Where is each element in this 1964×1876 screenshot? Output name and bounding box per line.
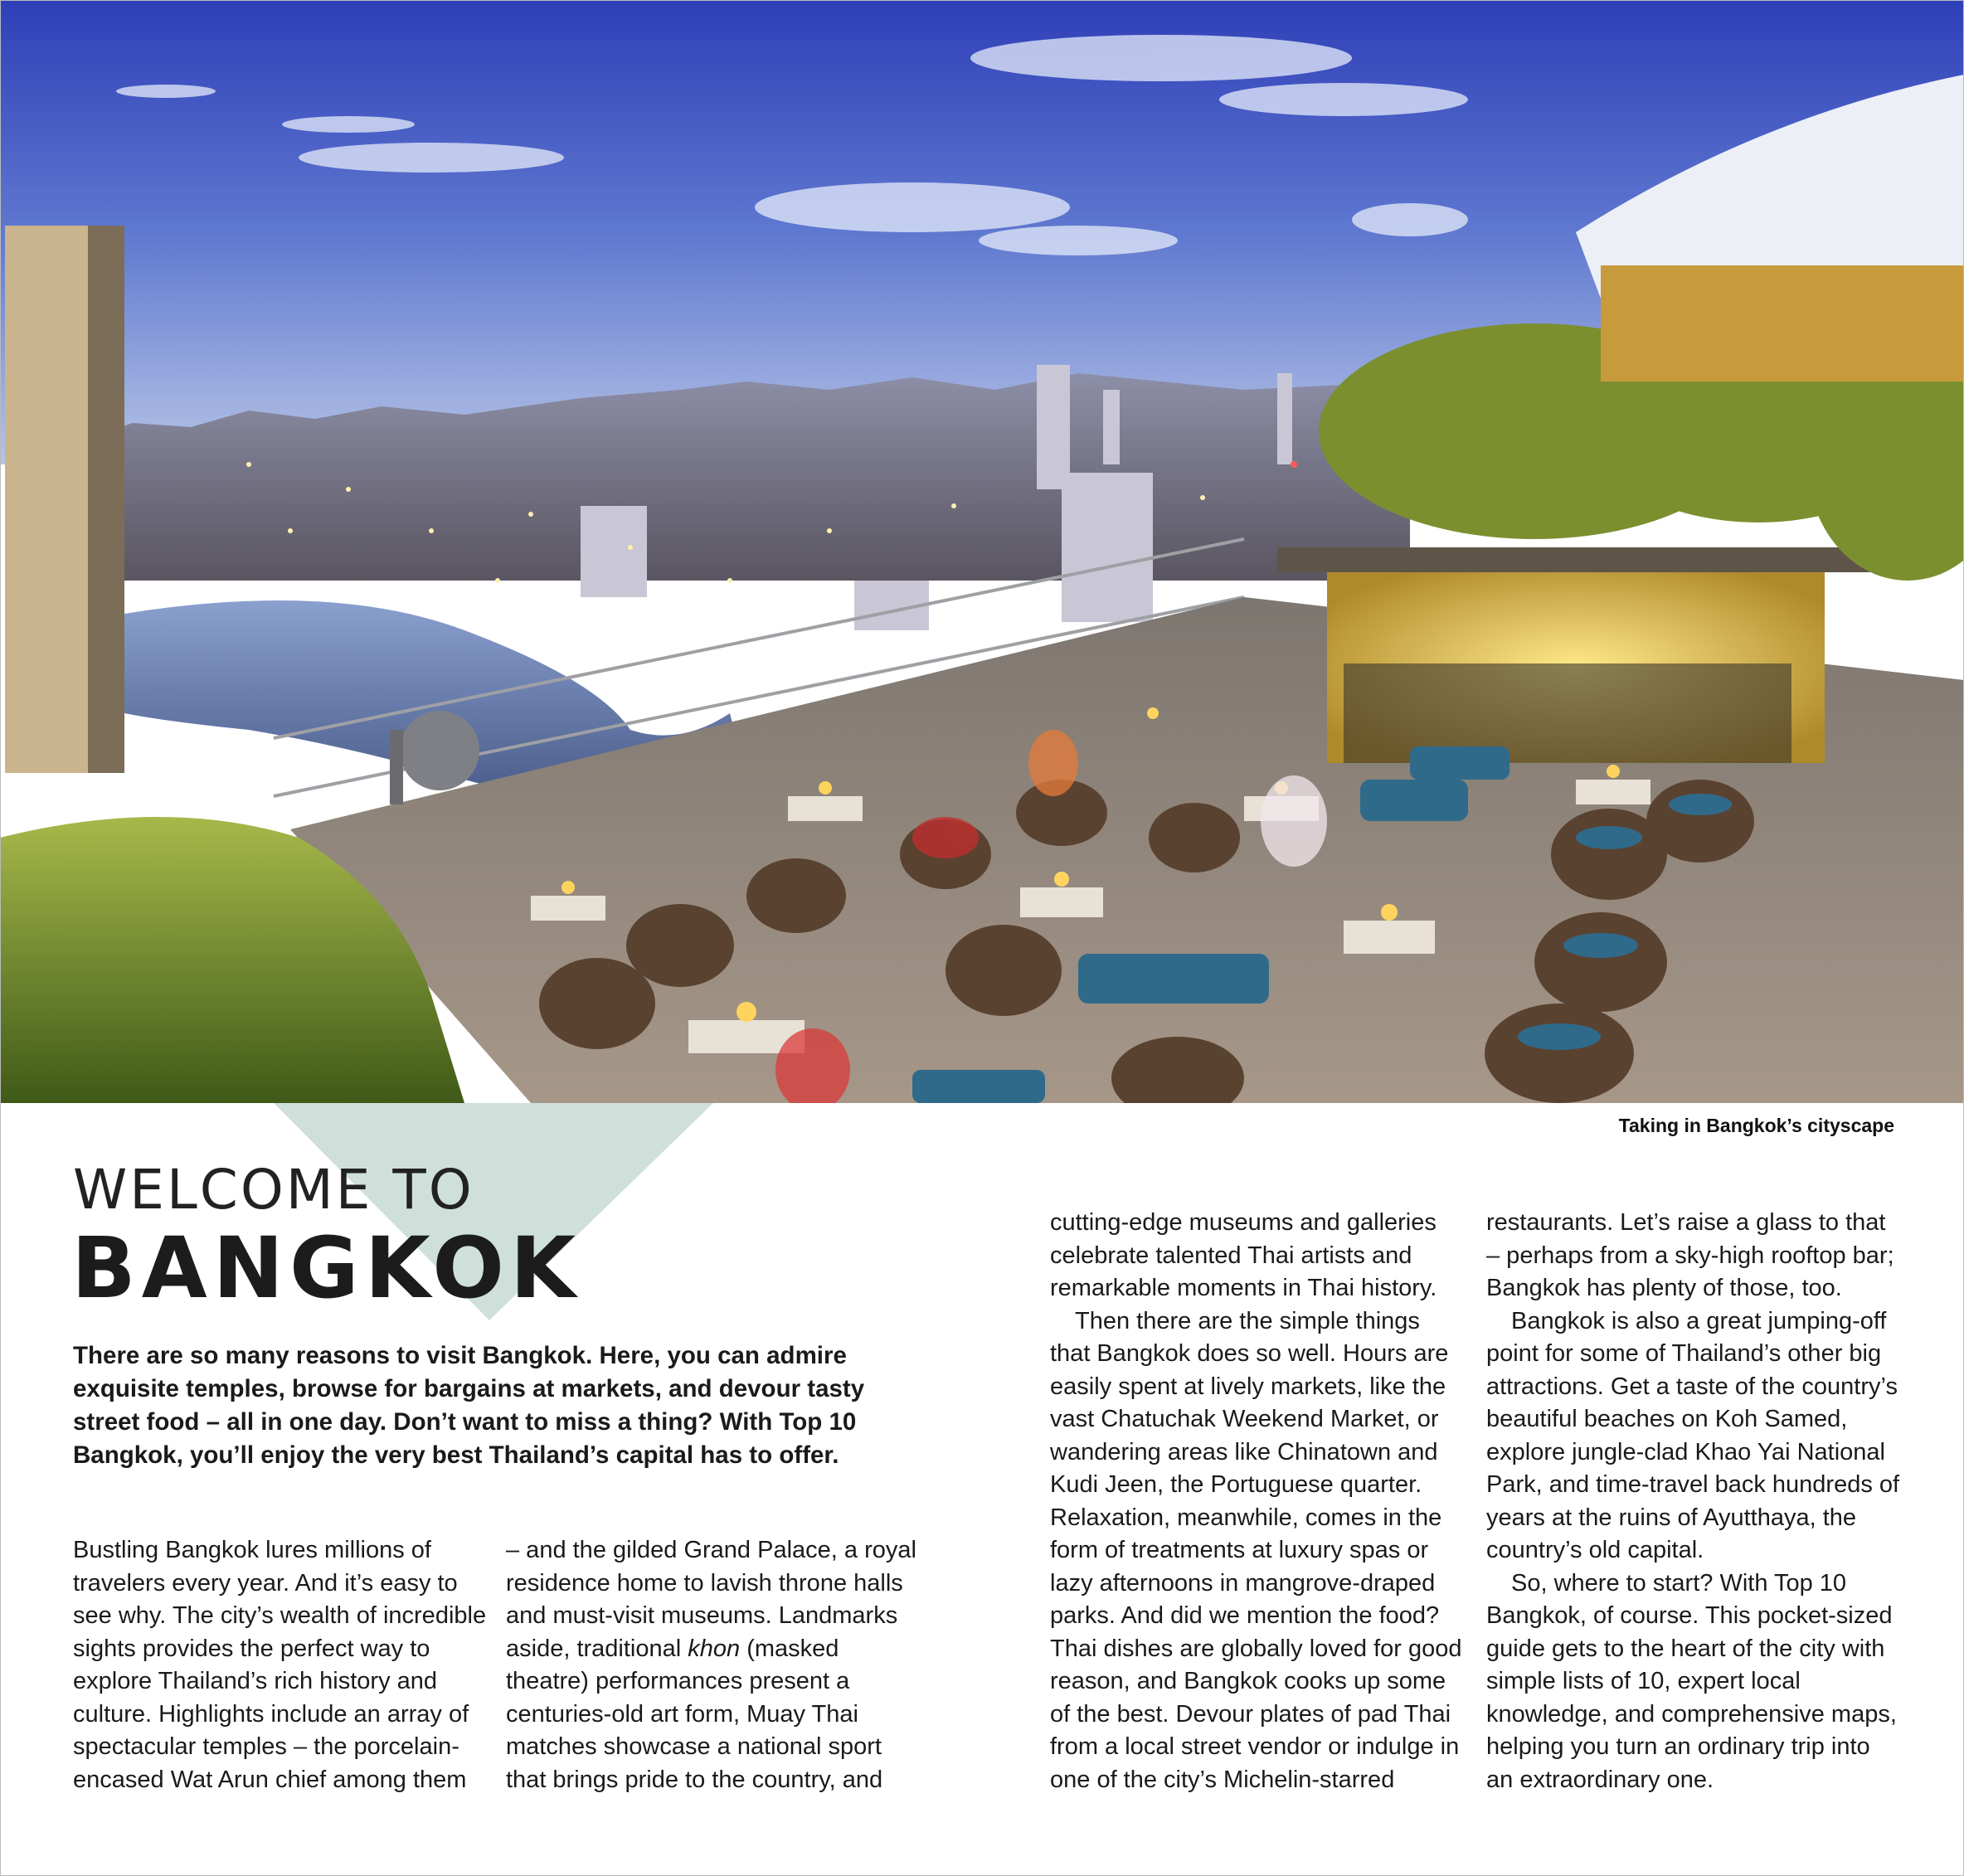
khon-term: khon	[688, 1635, 741, 1662]
body-column-4	[1486, 1207, 1901, 1796]
body-paragraph: So, where to start? With Top 10 Bangkok, of course. This pocket-sized guide gets to the heart of the city with simple lists of 10, expert local knowledge, and comprehensive maps, helping you turn an ordinary trip into an extraordinary one.	[1486, 1569, 1897, 1793]
body-paragraph	[506, 1534, 921, 1796]
body-text: (masked theatre) performances present a centuries-old art form, Muay Thai matches showcase a national sport that brings pride to the country, and	[506, 1635, 883, 1793]
body-text: – and the gilded Grand Palace, a royal residence home to lavish throne halls and must-visit museums. Landmarks aside, traditional	[506, 1537, 916, 1662]
heading-welcome: WELCOME TO	[73, 1158, 474, 1222]
body-paragraph: Bangkok is also a great jumping-off point for some of Thailand’s other big attractions. Get a taste of the country’s beautiful beaches on Koh Samed, explore jungle-clad Khao Yai National Park, and time-travel back hundreds of years at the ruins of Ayutthaya, the country’s old capital.	[1486, 1307, 1900, 1563]
body-paragraph: Bustling Bangkok lures millions of travelers every year. And it’s easy to see why. The city’s wealth of incredible sights provides the perfect way to explore Thailand’s rich history and culture. Highlights include an array of spectacular temples – the porcelain-encased Wat Arun chief among them	[73, 1537, 487, 1793]
photo-caption: Taking in Bangkok’s cityscape	[1618, 1115, 1894, 1136]
intro-paragraph: There are so many reasons to visit Bangkok. Here, you can admire exquisite temples, browse for bargains at markets, and devour tasty street food – all in one day. Don’t want to miss a thing? With Top 10 Bangkok, you’ll enjoy the very best Thailand’s capital has to offer.	[73, 1342, 865, 1469]
body-column-2	[506, 1534, 921, 1796]
body-column-3	[1050, 1207, 1465, 1796]
body-paragraph: Then there are the simple things that Bangkok does so well. Hours are easily spent at lively markets, like the vast Chatuchak Weekend Market, or wandering areas like Chinatown and Kudi Jeen, the Portuguese quarter. Relaxation, meanwhile, comes in the form of treatments at luxury spas or lazy afternoons in mangrove-draped parks. And did we mention the food? Thai dishes are globally loved for good reason, and Bangkok cooks up some of the best. Devour plates of pad Thai from a local street vendor or indulge in one of the city’s Michelin-starred	[1050, 1307, 1462, 1793]
heading-city: BANGKOK	[71, 1219, 581, 1318]
body-paragraph: cutting-edge museums and galleries celebrate talented Thai artists and remarkable moments in Thai history.	[1050, 1209, 1437, 1301]
body-paragraph: restaurants. Let’s raise a glass to that – perhaps from a sky-high rooftop bar; Bangkok has plenty of those, too.	[1486, 1209, 1894, 1301]
body-column-1	[73, 1534, 488, 1796]
